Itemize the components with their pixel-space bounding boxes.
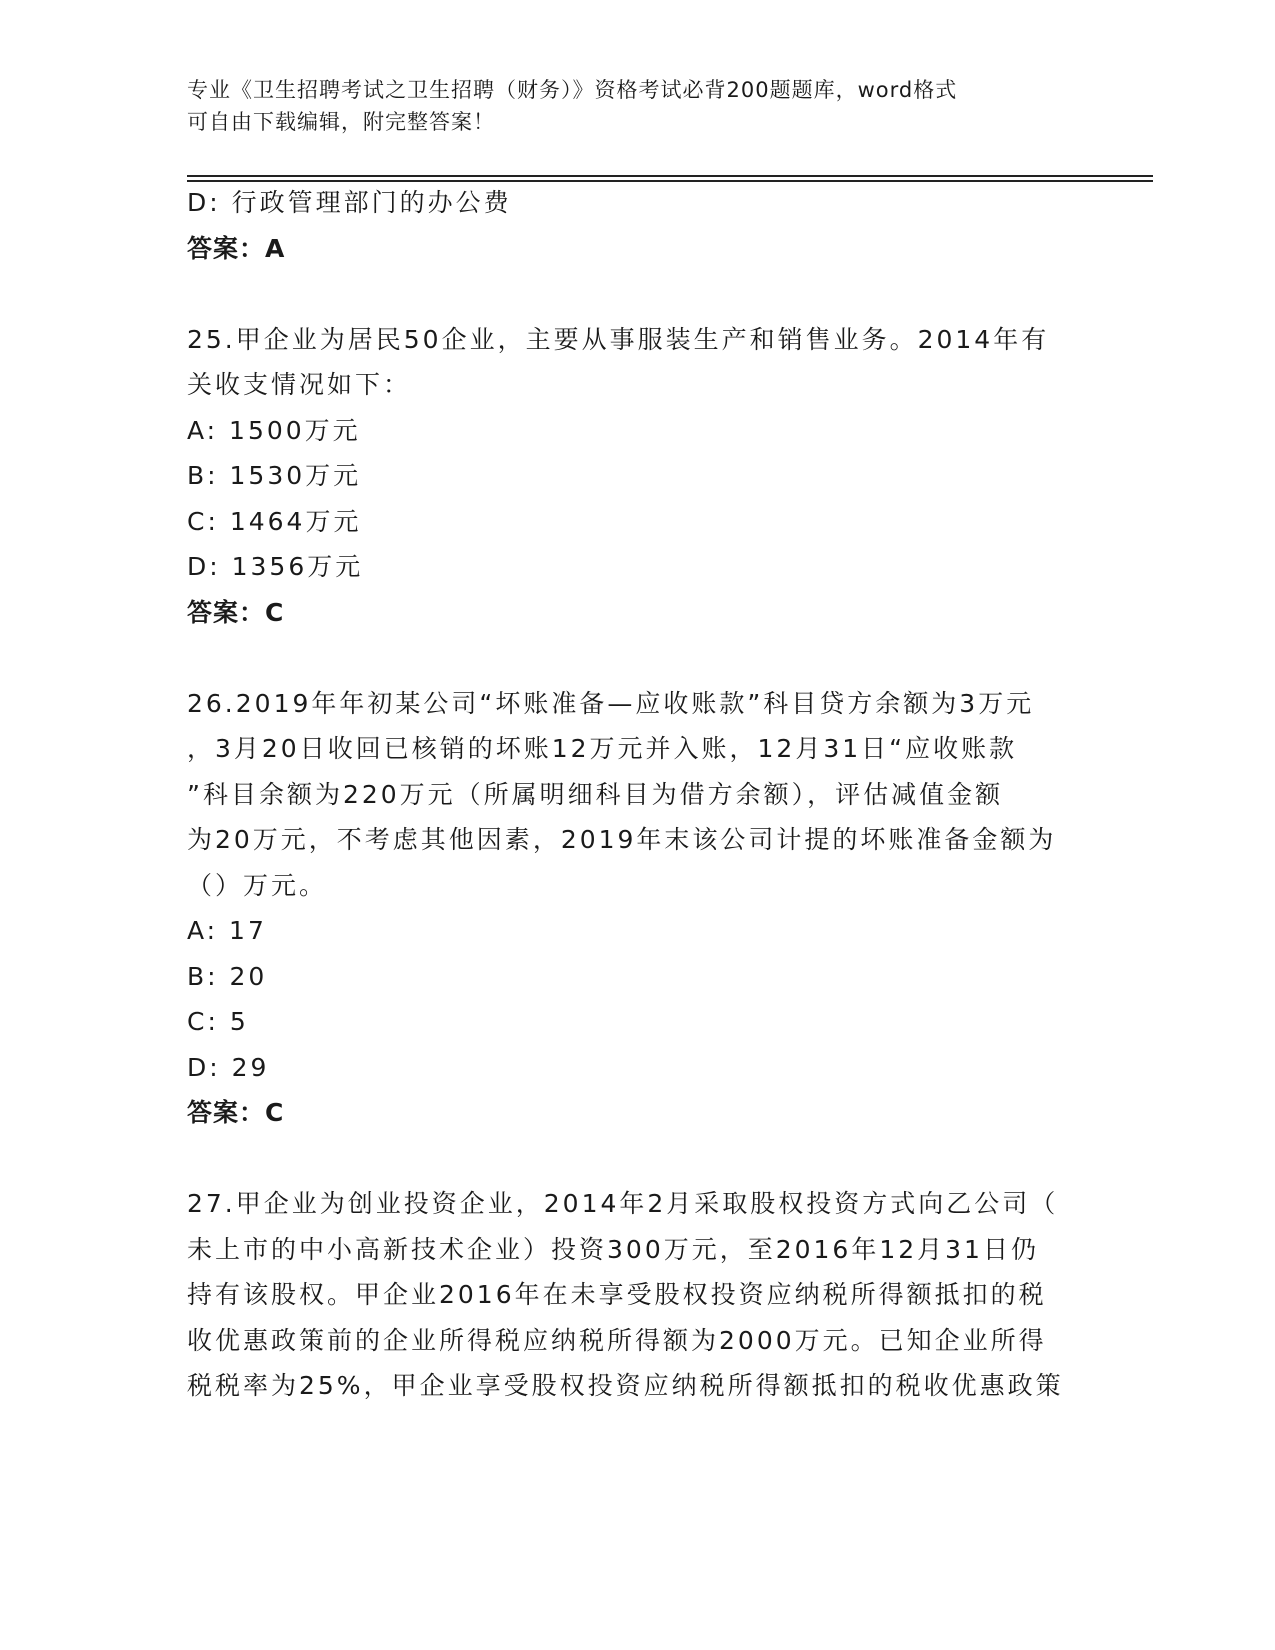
- q26-text-line-2: ，3月20日收回已核销的坏账12万元并入账，12月31日“应收账款: [187, 734, 1018, 763]
- spacer: [187, 1136, 1087, 1182]
- question-26: [187, 681, 1087, 1136]
- header-line-1: 专业《卫生招聘考试之卫生招聘（财务）》资格考试必背200题题库，word格式: [187, 78, 958, 102]
- prev-option-d: D: 行政管理部门的办公费: [187, 188, 512, 217]
- q25-option-a: A: 1500万元: [187, 415, 361, 445]
- q27-text-line-2: 未上市的中小高新技术企业）投资300万元，至2016年12月31日仍: [187, 1234, 1039, 1264]
- q25-answer: 答案：C: [187, 597, 285, 627]
- header-rule-top: [187, 175, 1153, 177]
- spacer: [187, 271, 1087, 317]
- q27-text-line-3: 持有该股权。甲企业2016年在未享受股权投资应纳税所得额抵扣的税: [187, 1280, 1047, 1309]
- q25-option-b: B: 1530万元: [187, 461, 362, 490]
- q27-text-line-5: 税税率为25%，甲企业享受股权投资应纳税所得额抵扣的税收优惠政策: [187, 1371, 1064, 1400]
- question-25: [187, 317, 1087, 636]
- q26-option-c: C: 5: [187, 1007, 249, 1036]
- q25-option-c: C: 1464万元: [187, 506, 362, 536]
- q26-text-line-1: 26.2019年年初某公司“坏账准备—应收账款”科目贷方余额为3万元: [187, 688, 1035, 718]
- q26-option-d: D: 29: [187, 1052, 270, 1082]
- page-header: [187, 74, 1067, 138]
- header-line-2: 可自由下载编辑，附完整答案！: [187, 110, 495, 134]
- q26-option-b: B: 20: [187, 961, 268, 991]
- q25-option-d: D: 1356万元: [187, 552, 364, 581]
- q26-option-a: A: 17: [187, 916, 267, 945]
- q26-answer: 答案：C: [187, 1098, 285, 1127]
- q25-text-line-1: 25.甲企业为居民50企业，主要从事服装生产和销售业务。2014年有: [187, 324, 1050, 354]
- q25-text-line-2: 关收支情况如下：: [187, 370, 412, 399]
- question-27: [187, 1181, 1087, 1409]
- q27-text-line-1: 27.甲企业为创业投资企业，2014年2月采取股权投资方式向乙公司（: [187, 1189, 1059, 1218]
- q26-text-line-3: ”科目余额为220万元（所属明细科目为借方余额），评估减值金额: [187, 779, 1004, 809]
- spacer: [187, 635, 1087, 681]
- q27-text-line-4: 收优惠政策前的企业所得税应纳税所得额为2000万元。已知企业所得: [187, 1325, 1047, 1355]
- q26-text-line-4: 为20万元，不考虑其他因素，2019年末该公司计提的坏账准备金额为: [187, 825, 1057, 854]
- document-body: [187, 180, 1087, 1409]
- q26-text-line-5: （）万元。: [187, 870, 328, 900]
- prev-answer: 答案：A: [187, 233, 286, 263]
